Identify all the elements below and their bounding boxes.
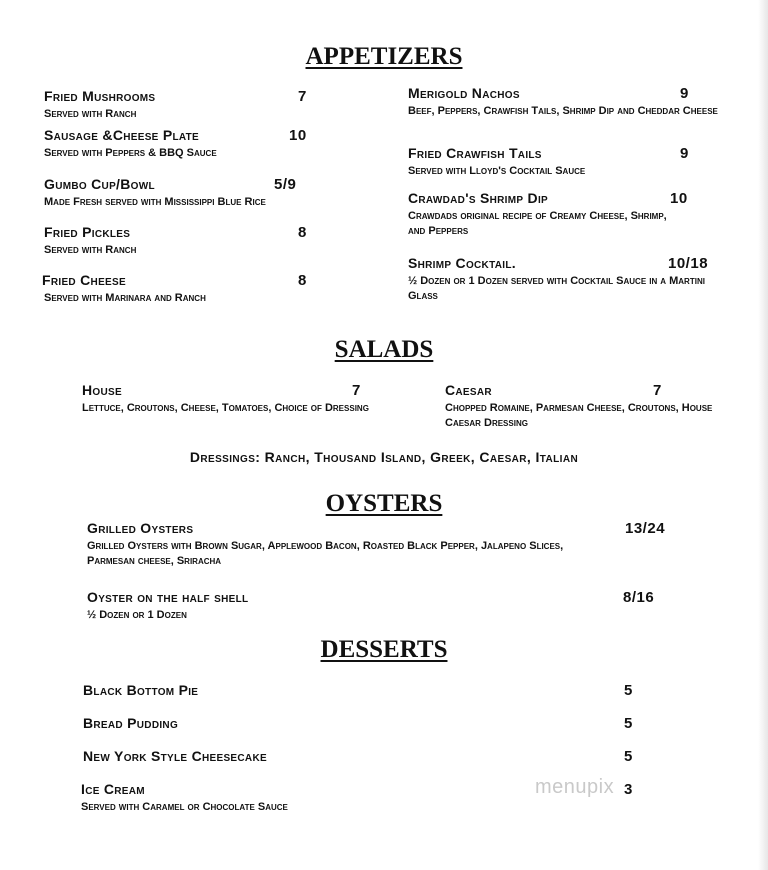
item-name: Fried Pickles (44, 224, 131, 240)
item-name: Fried Mushrooms (44, 88, 156, 104)
item-name: Fried Cheese (42, 272, 126, 288)
item-price: 5 (624, 682, 633, 699)
item-description: Served with Ranch (44, 244, 137, 256)
item-price: 7 (298, 88, 307, 105)
item-price: 8 (298, 224, 307, 241)
salads-heading: SALADS (334, 336, 434, 363)
item-description: Made Fresh served with Mississippi Blue Rice (44, 196, 266, 208)
item-name: Grilled Oysters (87, 520, 194, 536)
item-name: Ice Cream (81, 781, 145, 797)
item-description: Served with Lloyd's Cocktail Sauce (408, 165, 586, 177)
item-price: 5/9 (274, 176, 297, 193)
item-description: Beef, Peppers, Crawfish Tails, Shrimp Dip and Cheddar Cheese (408, 105, 718, 117)
item-price: 9 (680, 145, 689, 162)
item-name: Fried Crawfish Tails (408, 145, 542, 161)
item-name: Sausage &Cheese Plate (44, 127, 200, 143)
item-price: 5 (624, 715, 633, 732)
item-description: Served with Peppers & BBQ Sauce (44, 147, 217, 159)
dressings-note: Dressings: Ranch, Thousand Island, Greek, Caesar, Italian (189, 449, 579, 465)
item-description: ½ Dozen or 1 Dozen (87, 609, 187, 621)
item-price: 9 (680, 85, 689, 102)
item-name: Gumbo Cup/Bowl (44, 176, 155, 192)
item-description: Served with Caramel or Chocolate Sauce (81, 801, 288, 813)
desserts-heading: DESSERTS (320, 636, 448, 663)
item-description: ½ Dozen or 1 Dozen served with Cocktail Sauce in a Martini Glass (408, 275, 705, 302)
item-description: Crawdads original recipe of Creamy Cheese, Shrimp, and Peppers (408, 210, 667, 237)
item-name: Caesar (445, 382, 492, 398)
item-description: Served with Marinara and Ranch (44, 292, 206, 304)
appetizers-heading: APPETIZERS (305, 43, 463, 70)
item-description: Lettuce, Croutons, Cheese, Tomatoes, Choice of Dressing (82, 402, 369, 414)
item-price: 8/16 (623, 589, 655, 606)
item-price: 10 (670, 190, 688, 207)
item-name: Black Bottom Pie (83, 682, 199, 698)
item-price: 3 (624, 781, 633, 798)
item-name: Crawdad's Shrimp Dip (408, 190, 549, 206)
item-description: Served with Ranch (44, 108, 137, 120)
item-price: 10 (289, 127, 307, 144)
item-price: 7 (352, 382, 361, 399)
item-name: New York Style Cheesecake (83, 748, 267, 764)
item-name: Merigold Nachos (408, 85, 520, 101)
item-description: Grilled Oysters with Brown Sugar, Applewood Bacon, Roasted Black Pepper, Jalapeno Slices, Parmesan cheese, Sriracha (87, 540, 564, 567)
item-price: 5 (624, 748, 633, 765)
oysters-heading: OYSTERS (325, 490, 443, 517)
item-name: House (82, 382, 122, 398)
item-name: Shrimp Cocktail. (408, 255, 516, 271)
item-price: 7 (653, 382, 662, 399)
item-price: 10/18 (668, 255, 709, 272)
page-edge-shadow (758, 0, 768, 870)
menupix-watermark: menupix (535, 776, 615, 798)
item-name: Oyster on the half shell (87, 589, 249, 605)
item-price: 13/24 (625, 520, 666, 537)
item-description: Chopped Romaine, Parmesan Cheese, Croutons, House Caesar Dressing (445, 402, 713, 429)
item-price: 8 (298, 272, 307, 289)
item-name: Bread Pudding (83, 715, 179, 731)
